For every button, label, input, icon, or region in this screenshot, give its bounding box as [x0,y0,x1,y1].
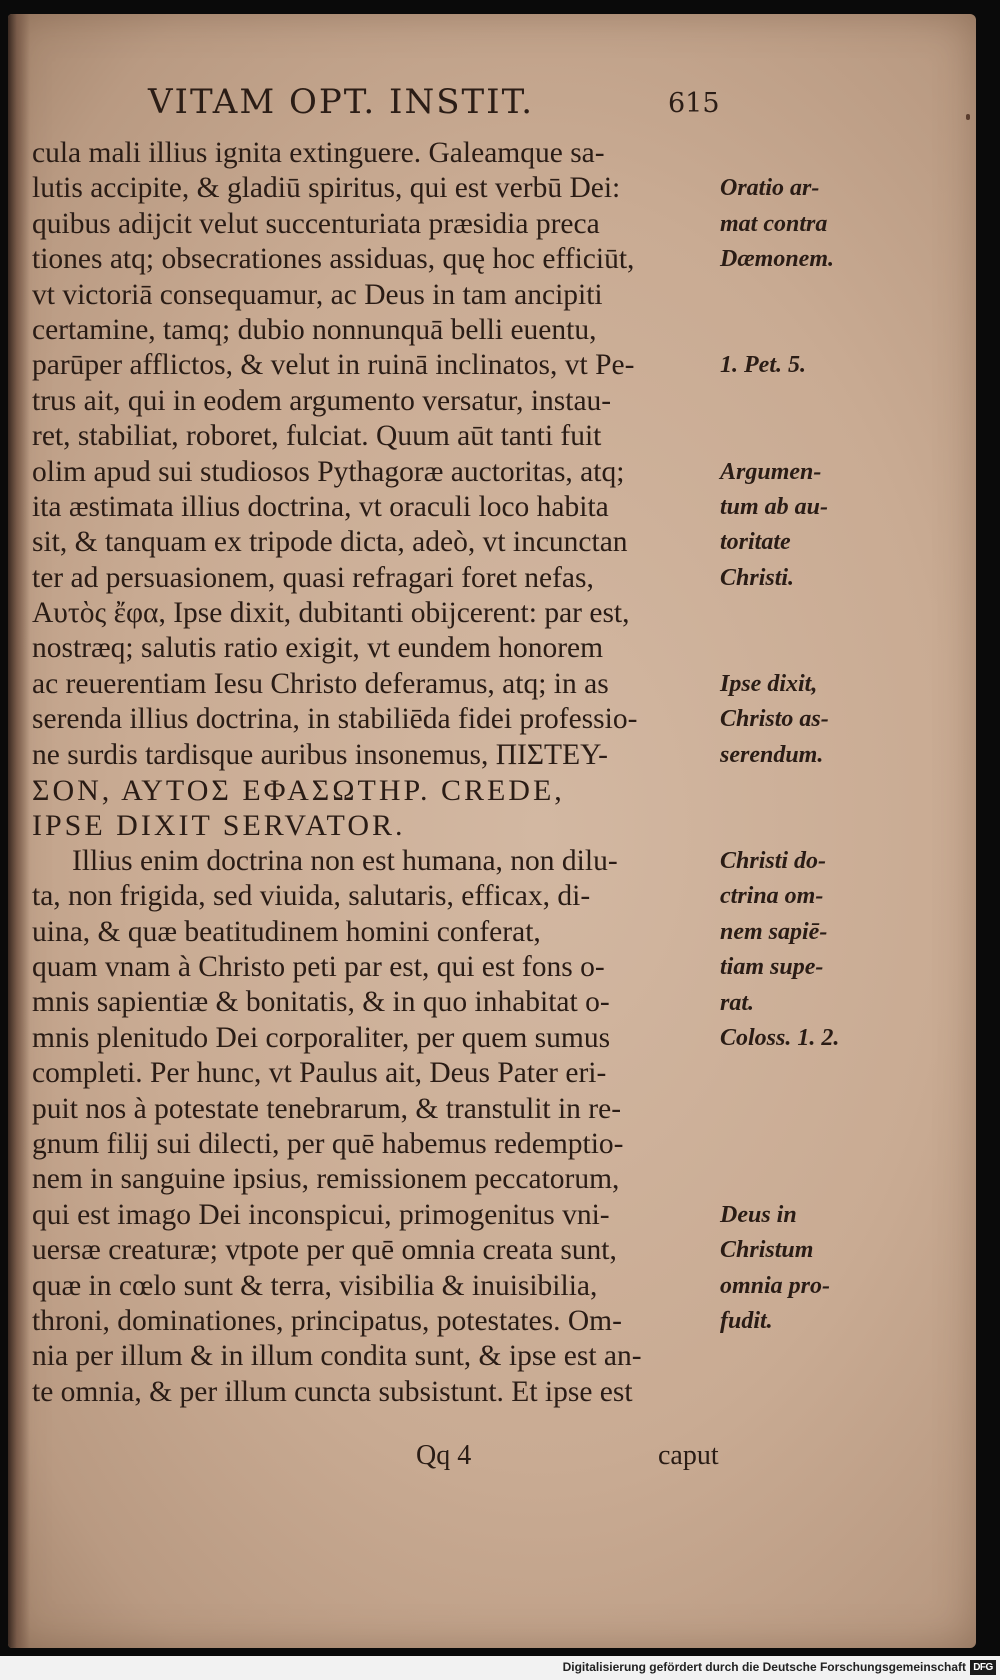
text-line: nia per illum & in illum condita sunt, & ipse est an- [32,1340,642,1373]
digitization-footer [0,1656,1000,1680]
margin-note: Christi. [720,564,795,591]
text-line: mnis plenitudo Dei corporaliter, per quem sumus [32,1021,611,1054]
margin-note: ctrina om- [720,883,824,910]
funding-credit: Digitalisierung gefördert durch die Deutsche Forschungsgemeinschaft [562,1660,966,1674]
margin-note: mat contra [720,210,828,237]
main-text-block [32,136,732,1410]
text-line: throni, dominationes, principatus, potestates. Om- [32,1304,622,1337]
dfg-logo: DFG [970,1660,996,1675]
margin-note: Christum [720,1237,814,1264]
text-line: serenda illius doctrina, in stabiliēda fidei professio- [32,703,638,736]
margin-note: Christo as- [720,706,829,733]
text-line: ta, non frigida, sed viuida, salutaris, efficax, di- [32,880,591,913]
text-line: Illius enim doctrina non est humana, non dilu- [72,844,618,877]
text-line: lutis accipite, & gladiū spiritus, qui est verbū Dei: [32,172,621,205]
text-line: completi. Per hunc, vt Paulus ait, Deus Pater eri- [32,1057,607,1090]
text-line: certamine, tamq; dubio nonnunquā belli euentu, [32,313,597,346]
text-line: ac reuerentiam Iesu Christo deferamus, atq; in as [32,667,609,700]
text-line: ita æstimata illius doctrina, vt oraculi loco habita [32,490,609,523]
text-line: olim apud sui studiosos Pythagoræ auctoritas, atq; [32,455,625,488]
page-edge-mark [966,114,970,120]
text-line: cula mali illius ignita extinguere. Galeamque sa- [32,137,605,169]
margin-note: Oratio ar- [720,175,820,202]
margin-note: 1. Pet. 5. [720,352,806,379]
catchword: caput [658,1440,719,1471]
text-line: sit, & tanquam ex tripode dicta, adeò, vt incunctan [32,526,628,559]
text-line: Αυτὸς ἔφα, Ipse dixit, dubitanti obijcerent: par est, [32,597,630,630]
text-line: quam vnam à Christo peti par est, qui est fons o- [32,950,605,983]
text-line: ΣΟΝ, ΑΥΤΟΣ ΕΦΑΣΩΤΗΡ. CREDE, [32,774,565,808]
running-head: VITAM OPT. INSTIT. [148,82,535,122]
text-line: parūper afflictos, & velut in ruinā inclinatos, vt Pe- [32,349,635,382]
text-line: trus ait, qui in eodem argumento versatur, instau- [32,384,612,417]
text-line: uina, & quæ beatitudinem homini conferat, [32,915,541,948]
text-line: qui est imago Dei inconspicui, primogenitus vni- [32,1198,610,1231]
margin-note: Coloss. 1. 2. [720,1025,840,1051]
margin-note: Christi do- [720,848,827,874]
text-line: ret, stabiliat, roboret, fulciat. Quum aūt tanti fuit [32,420,602,453]
text-line: vt victoriā consequamur, ac Deus in tam ancipiti [32,278,603,311]
page-gutter-shadow [8,14,30,1648]
margin-note: tiam supe- [720,954,824,981]
page-number: 615 [668,88,720,119]
text-line: gnum filij sui dilecti, per quē habemus redemptio- [32,1127,624,1160]
text-line: quibus adijcit velut succenturiata præsidia preca [32,207,600,240]
text-line: quæ in cœlo sunt & terra, visibilia & inuisibilia, [32,1269,598,1302]
text-line: ter ad persuasionem, quasi refragari foret nefas, [32,561,594,594]
margin-note: Argumen- [720,458,822,485]
text-line: te omnia, & per illum cuncta subsistunt. Et ipse est [32,1375,633,1408]
margin-note: toritate [720,529,791,556]
signature-mark: Qq 4 [416,1440,472,1471]
text-line: puit nos à potestate tenebrarum, & transtulit in re- [32,1092,622,1125]
text-line: ne surdis tardisque auribus insonemus, ΠΙΣΤΕΥ- [32,738,608,771]
margin-note: nem sapiē- [720,918,828,945]
text-line: mnis sapientiæ & bonitatis, & in quo inhabitat o- [32,986,610,1019]
text-line: nostræq; salutis ratio exigit, vt eundem honorem [32,632,604,665]
margin-note: rat. [720,989,755,1016]
margin-note: omnia pro- [720,1272,831,1299]
margin-note: Dæmonem. [720,246,834,273]
margin-note: Ipse dixit, [720,671,818,697]
margin-note: serendum. [720,741,824,768]
text-line: IPSE DIXIT SERVATOR. [32,809,406,843]
text-line: nem in sanguine ipsius, remissionem peccatorum, [32,1163,620,1196]
text-line: tiones atq; obsecrationes assiduas, quę hoc efficiūt, [32,243,635,276]
book-page [8,14,976,1648]
margin-note: fudit. [720,1308,773,1335]
text-line: uersæ creaturæ; vtpote per quē omnia creata sunt, [32,1234,617,1267]
margin-note: tum ab au- [720,494,829,520]
margin-note: Deus in [720,1202,797,1228]
